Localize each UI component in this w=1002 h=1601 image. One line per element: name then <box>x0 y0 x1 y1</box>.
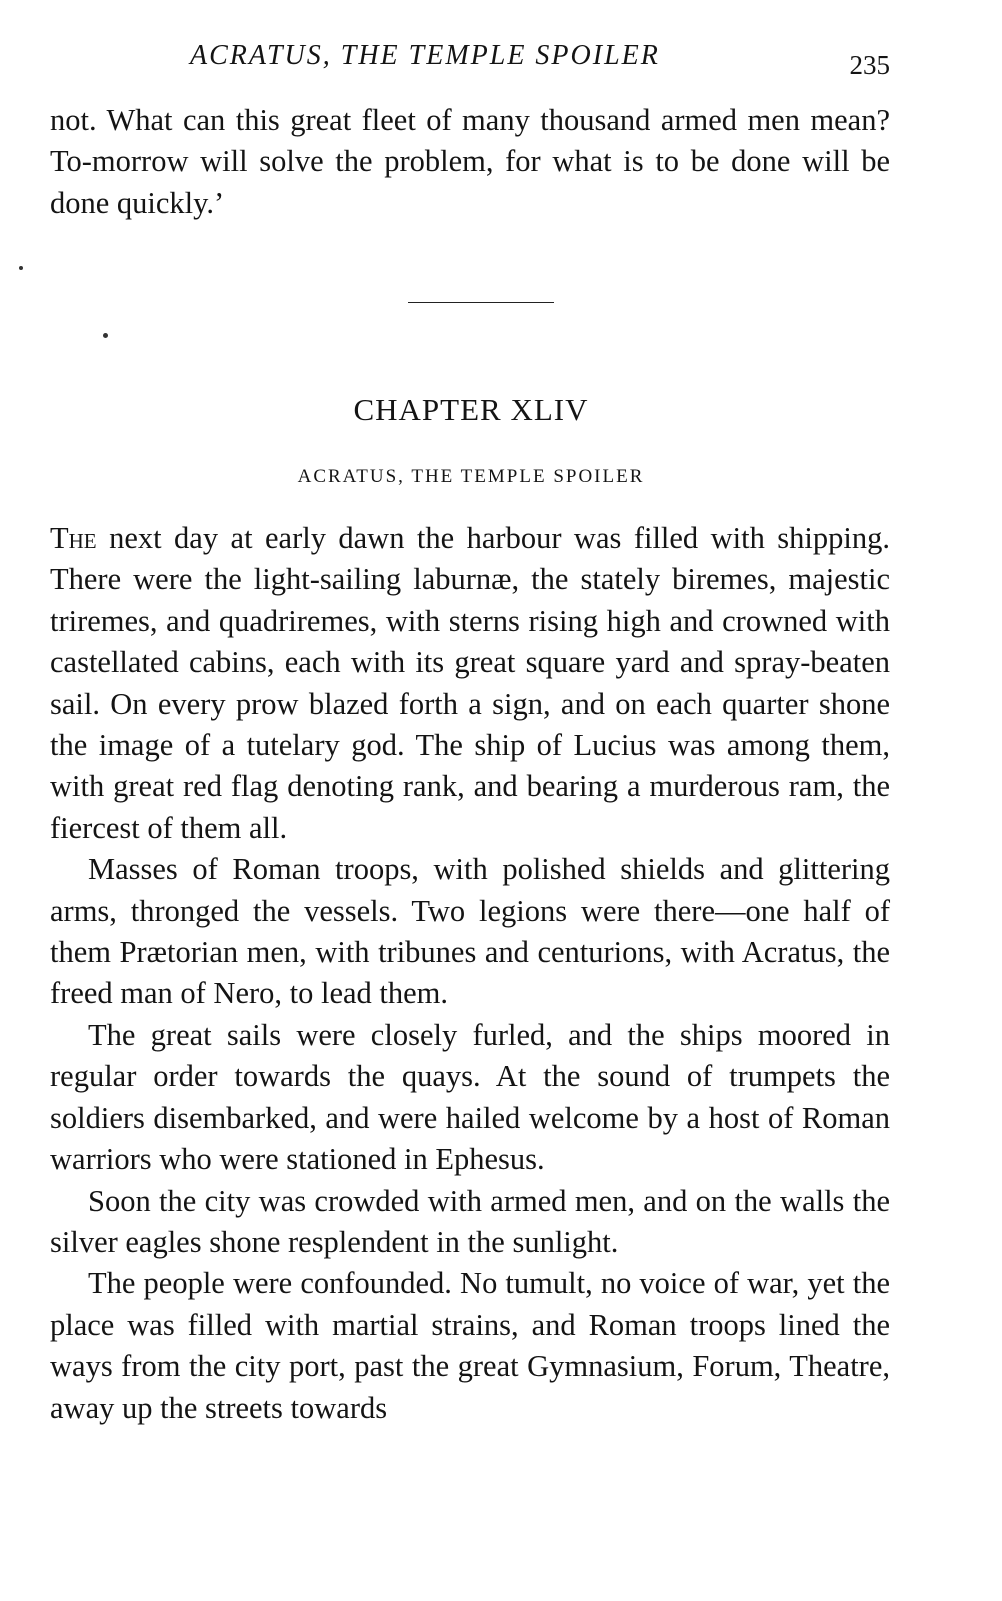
chapter-number: CHAPTER XLIV <box>353 392 589 427</box>
previous-chapter-paragraph: not. What can this great fleet of many thousand armed men mean? To-morrow will solve the problem, for what is to be done will be done quickly.’ <box>50 103 890 220</box>
body-paragraph-5: The people were confounded. No tumult, no voice of war, yet the place was filled with martial strains, and Roman troops lined the ways from the city port, past the great Gymnasium, Forum, Theatre, away up the streets towards <box>50 1266 890 1425</box>
previous-chapter-ending <box>50 100 890 224</box>
section-divider-rule <box>408 302 554 303</box>
body-paragraph-3: The great sails were closely furled, and the ships moored in regular order towards the quays. At the sound of trumpets the soldiers disembarked, and were hailed welcome by a host of Roman warriors who were stationed in Ephesus. <box>50 1017 890 1177</box>
paragraph-lead-word: The <box>50 521 97 555</box>
body-paragraph-1 <box>50 518 890 849</box>
body-paragraph-2: Masses of Roman troops, with polished shields and glittering arms, thronged the vessels. Two legions were there—one half of them Prætorian men, with tribunes and centurions, with Acratus, the freed man of Nero, to lead them. <box>50 852 890 1011</box>
chapter-title: ACRATUS, THE TEMPLE SPOILER <box>297 466 645 487</box>
print-speck <box>103 333 108 338</box>
chapter-body <box>50 518 890 1429</box>
running-header <box>50 40 892 84</box>
print-speck <box>19 266 23 270</box>
body-paragraph-4: Soon the city was crowded with armed men, and on the walls the silver eagles shone resplendent in the sunlight. <box>50 1183 890 1259</box>
running-title: ACRATUS, THE TEMPLE SPOILER <box>190 40 660 71</box>
page-number: 235 <box>849 50 890 80</box>
paragraph-text: next day at early dawn the harbour was filled with shipping. There were the light-sailing laburnæ, the stately biremes, majestic triremes, and quadriremes, with sterns rising high and crowned with castellated cabins, each with its great square yard and spray-beaten sail. On every prow blazed forth a sign, and on each quarter shone the image of a tutelary god. The ship of Lucius was among them, with great red flag denoting rank, and bearing a murderous ram, the fiercest of them all. <box>50 521 890 845</box>
